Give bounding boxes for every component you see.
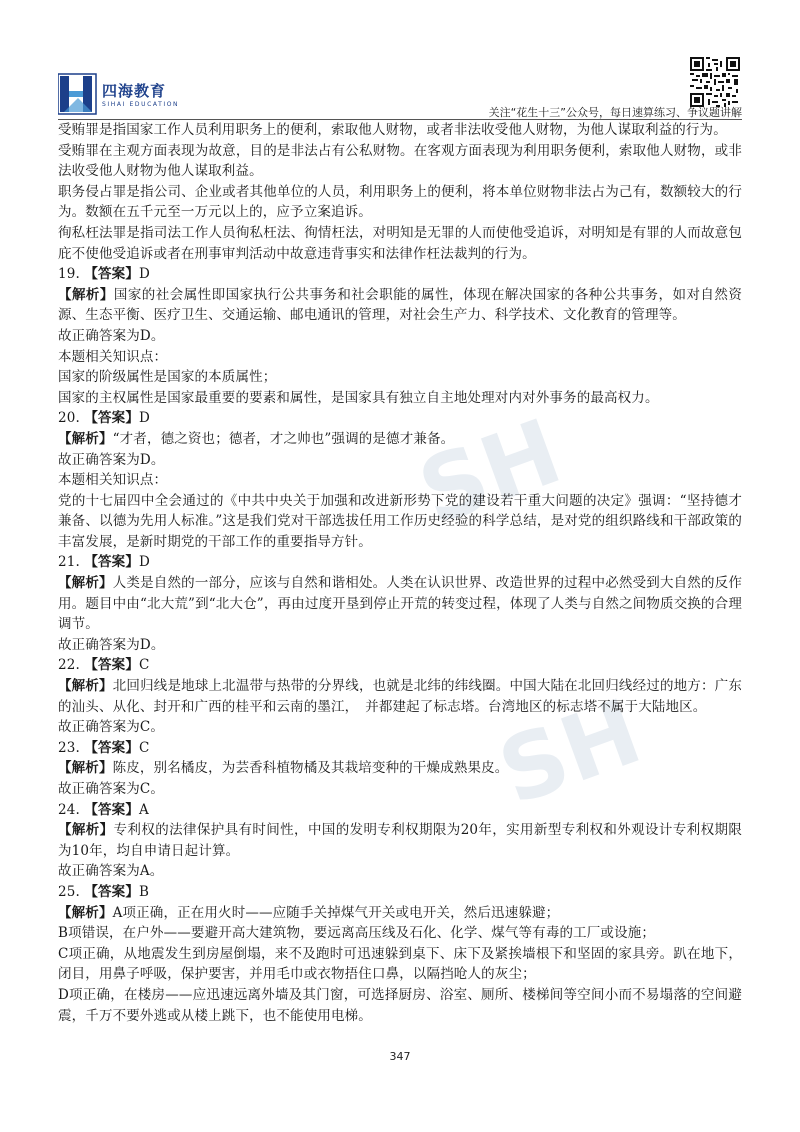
analysis-paragraph xyxy=(58,903,742,924)
qr-code-icon xyxy=(690,57,740,107)
paragraph-text: D xyxy=(138,410,150,427)
answer-explanations xyxy=(58,120,742,1026)
section-tag: 【解析】 xyxy=(58,430,113,447)
paragraph-text: D项正确，在楼房——应迅速远离外墙及其门窗，可选择厨房、浴室、厕所、楼梯间等空间小而不易塌落的空间避震，千万不要外逃或从楼上跳下，也不能使用电梯。 xyxy=(58,986,742,1024)
paragraph-text: B项错误，在户外——要避开高大建筑物，要远离高压线及石化、化学、煤气等有毒的工厂或设施； xyxy=(58,925,656,942)
answer-line xyxy=(58,882,742,903)
answer-line xyxy=(58,738,742,759)
text-paragraph xyxy=(58,120,742,141)
watermark: SH xyxy=(486,679,654,826)
paragraph-text: 受贿罪是指国家工作人员利用职务上的便利，索取他人财物，或者非法收受他人财物，为他人谋取利益的行为。 xyxy=(58,122,727,138)
page-header xyxy=(0,0,800,120)
analysis-paragraph xyxy=(58,676,742,717)
brand-logo xyxy=(58,72,178,116)
text-paragraph xyxy=(58,635,742,656)
analysis-paragraph xyxy=(58,429,742,450)
text-paragraph xyxy=(58,861,742,882)
section-tag: 【答案】 xyxy=(84,410,139,427)
text-paragraph xyxy=(58,985,742,1026)
paragraph-text: 徇私枉法罪是指司法工作人员徇私枉法、徇情枉法，对明知是无罪的人而使他受追诉，对明知是有罪的人而故意包庇不使他受追诉或者在刑事审判活动中故意违背事实和法律作枉法裁判的行为。 xyxy=(58,224,742,262)
brand-subtitle: SIHAI EDUCATION xyxy=(102,101,180,108)
analysis-paragraph xyxy=(58,758,742,779)
answer-line xyxy=(58,655,742,676)
answer-line xyxy=(58,552,742,573)
section-tag: 【答案】 xyxy=(84,883,139,900)
paragraph-text: 故正确答案为D。 xyxy=(58,636,165,653)
section-tag: 【解析】 xyxy=(58,760,113,777)
paragraph-text: 职务侵占罪是指公司、企业或者其他单位的人员，利用职务上的便利，将本单位财物非法占为己有，数额较大的行为。数额在五千元至一万元以上的，应予立案追诉。 xyxy=(58,183,742,221)
paragraph-text: 故正确答案为A。 xyxy=(58,863,164,880)
answer-line xyxy=(58,800,742,821)
text-paragraph xyxy=(58,491,742,553)
section-tag: 【解析】 xyxy=(58,286,114,303)
answer-line xyxy=(58,408,742,429)
text-paragraph xyxy=(58,223,742,264)
paragraph-text: 国家的主权属性是国家最重要的要素和属性，是国家具有独立自主地处理对内对外事务的最高权力。 xyxy=(58,389,659,406)
question-number: 20. xyxy=(58,410,85,427)
header-slogan: 关注“花生十三”公众号，每日速算练习、争议题讲解 xyxy=(488,106,742,119)
section-tag: 【答案】 xyxy=(84,801,139,818)
text-paragraph xyxy=(58,326,742,347)
text-paragraph xyxy=(58,388,742,409)
paragraph-text: 本题相关知识点： xyxy=(58,348,168,365)
section-tag: 【答案】 xyxy=(84,554,139,571)
paragraph-text: 北回归线是地球上北温带与热带的分界线，也就是北纬的纬线圈。中国大陆在北回归线经过的地方：广东的汕头、从化、封开和广西的桂平和云南的墨江， 并都建起了标志塔。台湾地区的标志塔不属于大陆地区。 xyxy=(58,678,742,715)
question-number: 24. xyxy=(58,801,85,818)
paragraph-text: 国家的社会属性即国家执行公共事务和社会职能的属性，体现在解决国家的各种公共事务，如对自然资源、生态平衡、医疗卫生、交通运输、邮电通讯的管理，对社会生产力、科学技术、文化教育的管理等。 xyxy=(58,286,743,324)
text-paragraph xyxy=(58,717,742,738)
text-paragraph xyxy=(58,450,742,471)
paragraph-text: 故正确答案为D。 xyxy=(58,451,165,468)
text-paragraph xyxy=(58,779,742,800)
text-paragraph xyxy=(58,923,742,944)
paragraph-text: 专利权的法律保护具有时间性，中国的发明专利权期限为20年，实用新型专利权和外观设计专利权期限为10年，均自申请日起计算。 xyxy=(58,822,742,859)
paragraph-text: “才者，德之资也；德者，才之帅也”强调的是德才兼备。 xyxy=(112,430,455,447)
paragraph-text: 故正确答案为C。 xyxy=(58,781,165,797)
answer-line xyxy=(58,264,742,285)
page-number: 347 xyxy=(389,1050,411,1063)
question-number: 25. xyxy=(58,883,85,900)
paragraph-text: D xyxy=(138,554,150,571)
text-paragraph xyxy=(58,470,742,491)
paragraph-text: A项正确，正在用火时——应随手关掉煤气开关或电开关，然后迅速躲避； xyxy=(112,904,560,921)
section-tag: 【解析】 xyxy=(58,822,114,839)
question-number: 19. xyxy=(58,266,85,283)
paragraph-text: C项正确，从地震发生到房屋倒塌，来不及跑时可迅速躲到桌下、床下及紧挨墙根下和坚固的家具旁。趴在地下，闭目，用鼻子呼吸，保护要害，并用毛巾或衣物捂住口鼻，以隔挡呛人的灰尘； xyxy=(58,945,742,983)
paragraph-text: 受贿罪在主观方面表现为故意，目的是非法占有公私财物。在客观方面表现为利用职务便利，索取他人财物，或非法收受他人财物为他人谋取利益。 xyxy=(58,142,742,180)
text-paragraph xyxy=(58,141,742,182)
paragraph-text: D xyxy=(138,266,150,283)
paragraph-text: 陈皮，别名橘皮，为芸香科植物橘及其栽培变种的干燥成熟果皮。 xyxy=(112,760,509,777)
paragraph-text: 国家的阶级属性是国家的本质属性； xyxy=(58,369,277,386)
section-tag: 【解析】 xyxy=(58,575,113,592)
logo-mark-icon xyxy=(58,72,98,116)
paragraph-text: 本题相关知识点： xyxy=(58,472,168,489)
paragraph-text: B xyxy=(138,883,150,900)
section-tag: 【答案】 xyxy=(84,266,139,283)
text-paragraph xyxy=(58,182,742,223)
paragraph-text: 故正确答案为D。 xyxy=(58,327,165,344)
paragraph-text: C xyxy=(138,739,150,756)
question-number: 21. xyxy=(58,554,85,571)
analysis-paragraph xyxy=(58,573,742,635)
text-paragraph xyxy=(58,367,742,388)
question-number: 23. xyxy=(58,739,85,756)
brand-name: 四海教育 xyxy=(102,82,167,100)
paragraph-text: 人类是自然的一部分，应该与自然和谐相处。人类在认识世界、改造世界的过程中必然受到大自然的反作用。题目中由“北大荒”到“北大仓”，再由过度开垦到停止开荒的转变过程，体现了人类与自然之间物质交换的合理调节。 xyxy=(58,575,742,633)
analysis-paragraph xyxy=(58,820,742,861)
watermark: SH xyxy=(406,399,574,546)
paragraph-text: A xyxy=(138,801,149,818)
section-tag: 【解析】 xyxy=(58,678,113,695)
analysis-paragraph xyxy=(58,285,742,326)
text-paragraph xyxy=(58,944,742,985)
question-number: 22. xyxy=(58,657,85,674)
section-tag: 【答案】 xyxy=(84,739,139,756)
section-tag: 【答案】 xyxy=(84,657,139,674)
paragraph-text: 故正确答案为C。 xyxy=(58,719,165,736)
paragraph-text: C xyxy=(138,657,150,674)
paragraph-text: 党的十七届四中全会通过的《中共中央关于加强和改进新形势下党的建设若干重大问题的决定》强调：“坚持德才兼备、以德为先用人标准。”这是我们党对干部选拔任用工作历史经验的科学总结，是对党的组织路线和干部政策的丰富发展，是新时期党的干部工作的重要指导方针。 xyxy=(58,492,742,550)
text-paragraph xyxy=(58,347,742,368)
section-tag: 【解析】 xyxy=(58,904,113,921)
